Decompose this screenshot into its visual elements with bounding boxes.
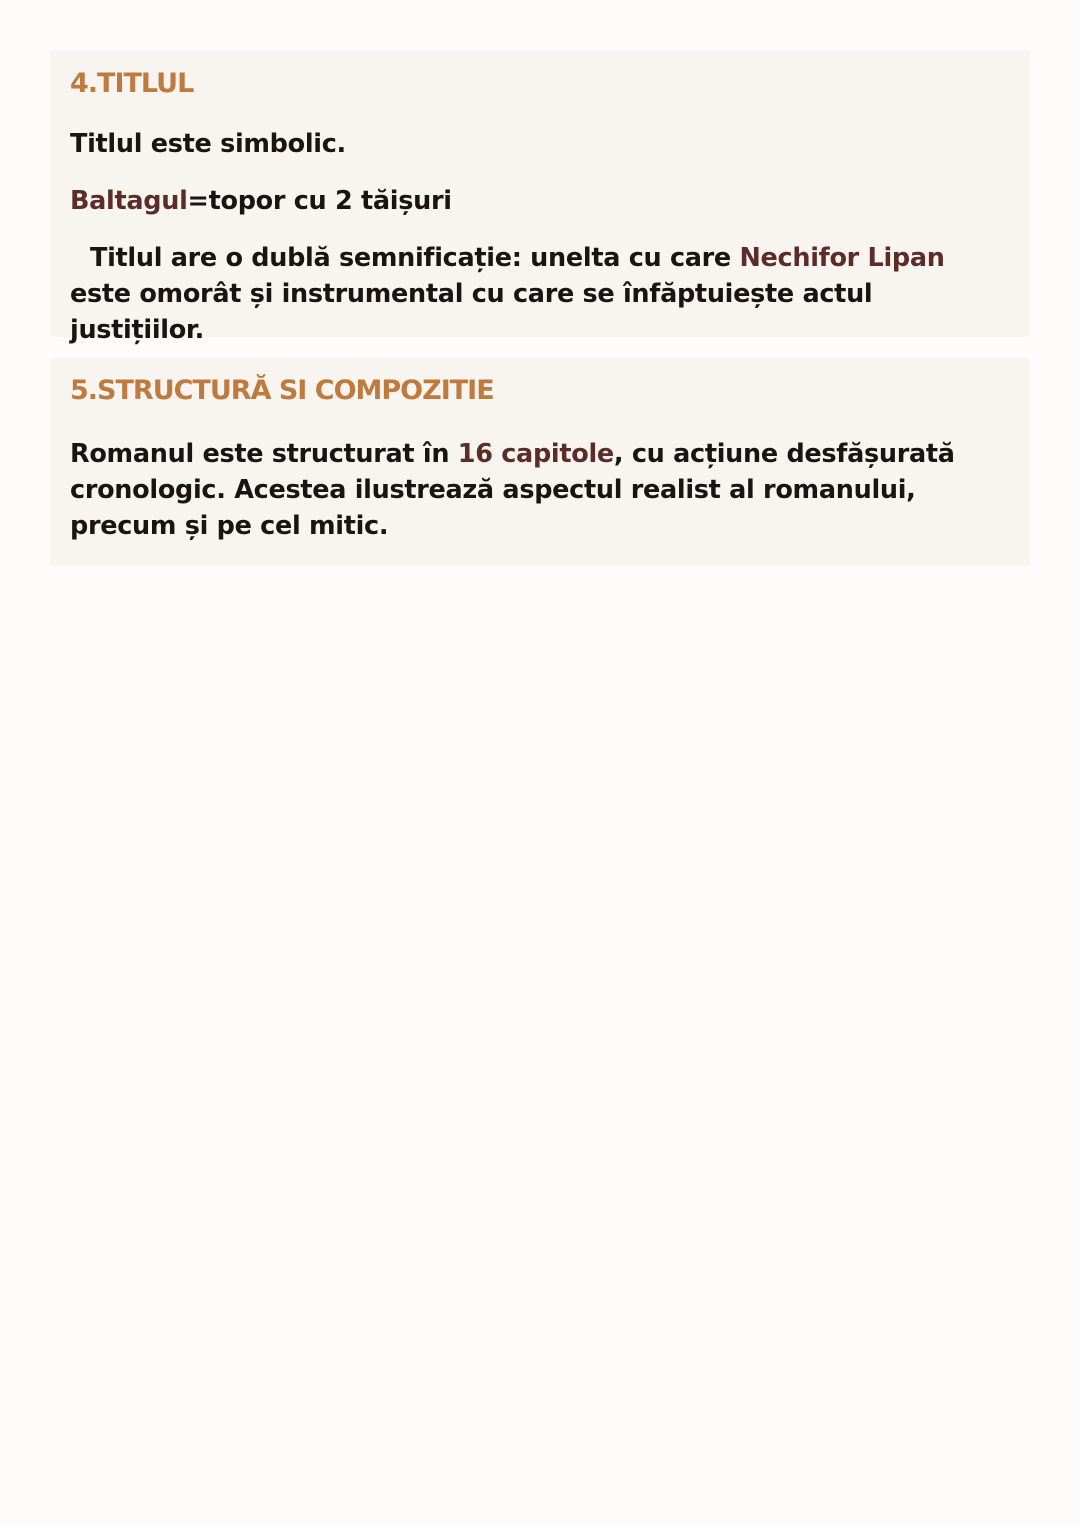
- section-heading-titlul: 4.TITLUL: [70, 68, 194, 99]
- definition-text: =topor cu 2 tăișuri: [187, 186, 452, 216]
- highlight-16-capitole: 16 capitole: [457, 439, 614, 469]
- section-card-titlul: [50, 50, 1030, 345]
- section-heading-structura: 5.STRUCTURĂ SI COMPOZITIE: [70, 375, 494, 406]
- title-symbolic-sentence: Titlul este simbolic.: [70, 129, 346, 159]
- highlight-nechifor-lipan: Nechifor Lipan: [739, 243, 945, 273]
- structure-text-start: Romanul este structurat în: [70, 439, 458, 469]
- structure-text-end: , cu acțiune desfășurată cronologic. Acestea ilustrează aspectul realist al romanului, precum și pe cel mitic.: [70, 439, 955, 541]
- meaning-text-start: Titlul are o dublă semnificație: unelta cu care: [90, 243, 740, 273]
- meaning-text-end: este omorât și instrumental cu care se înfăptuiește actul justițiilor.: [70, 279, 873, 345]
- section-card-structura: [50, 358, 1030, 566]
- structure-paragraph: [70, 436, 990, 544]
- highlight-baltagul: Baltagul: [70, 186, 188, 216]
- title-meaning-paragraph: [70, 240, 990, 348]
- title-definition-line: [70, 183, 990, 219]
